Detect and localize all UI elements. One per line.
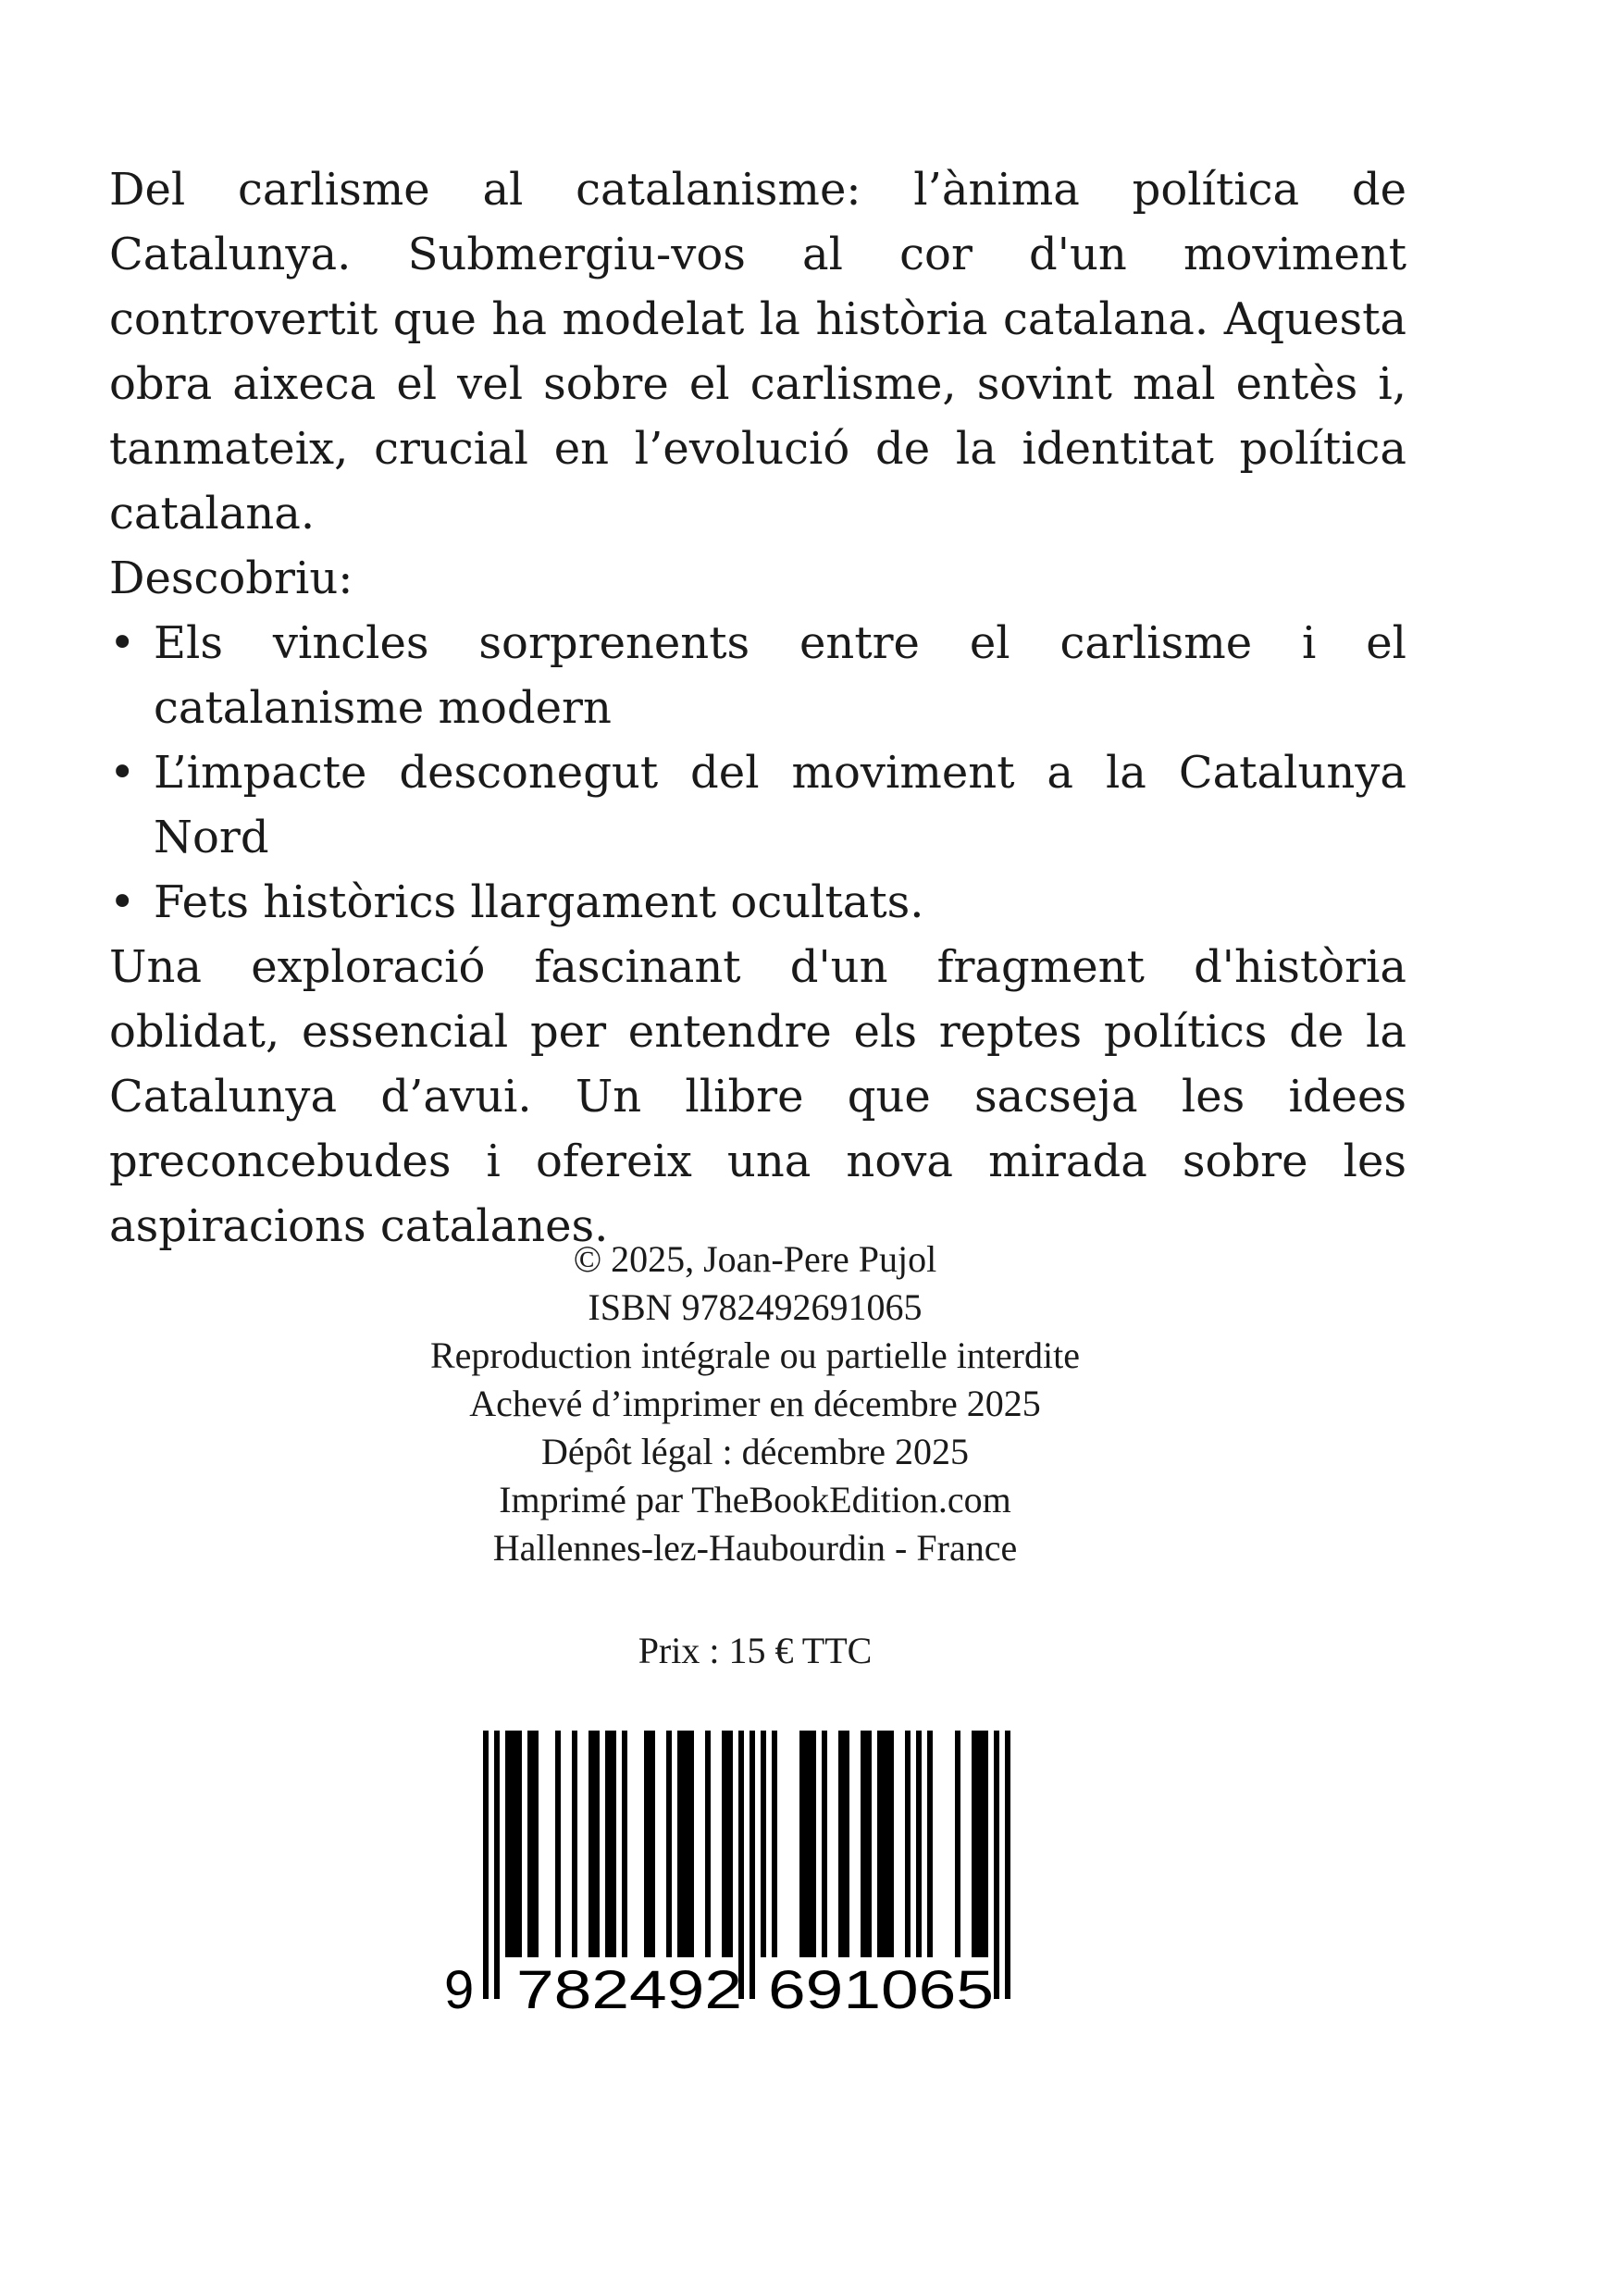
barcode-bar [483, 1731, 489, 1999]
barcode-bar [622, 1731, 627, 1957]
barcode-bar [705, 1731, 711, 1957]
barcode-bar [972, 1731, 988, 1957]
barcode-right-group: 691065 [768, 1960, 994, 2017]
barcode-first-digit: 9 [444, 1960, 475, 2017]
barcode-bar [772, 1731, 777, 1957]
place-line: Hallennes-lez-Haubourdin - France [492, 1527, 1018, 1569]
barcode-bar [505, 1731, 522, 1957]
isbn-line: ISBN 9782492691065 [588, 1286, 923, 1328]
isbn-barcode [435, 1721, 1064, 2017]
rights-line: Reproduction intégrale ou partielle interdite [430, 1334, 1080, 1376]
bullet-item-3 [109, 870, 1406, 935]
barcode-bar [588, 1731, 600, 1957]
blurb-intro: Del carlisme al catalanisme: l’ànima política de Catalunya. Submergiu-vos al cor d'un moviment controvertit que ha modelat la història catalana. Aquesta obra aixeca el vel sobre el carlisme, sovint mal entès i, tanmateix, crucial en l’evolució de la identitat política catalana. [109, 164, 1406, 540]
barcode-bar [799, 1731, 816, 1957]
barcode-digits [444, 1960, 994, 2017]
discover-label: Descobriu: [109, 552, 353, 604]
back-cover-blurb [109, 157, 1406, 1259]
barcode-bar [722, 1731, 733, 1957]
barcode-bar [527, 1731, 539, 1957]
printed-line: Achevé d’imprimer en décembre 2025 [469, 1383, 1041, 1424]
bullet-text: L’impacte desconegut del moviment a la Catalunya Nord [154, 747, 1406, 863]
barcode-bar [916, 1731, 922, 1957]
barcode-bar [605, 1731, 616, 1957]
price-line: Prix : 15 € TTC [638, 1630, 873, 1671]
copyright-line: © 2025, Joan-Pere Pujol [573, 1238, 937, 1280]
bullet-symbol: • [109, 876, 136, 928]
bullet-item-1 [109, 611, 1406, 740]
colophon [0, 1235, 1510, 1572]
barcode-bar [822, 1731, 827, 1957]
barcode-left-group: 782492 [516, 1960, 742, 2017]
barcode-bar [955, 1731, 960, 1957]
barcode-bar [994, 1731, 999, 1999]
printer-line: Imprimé par TheBookEdition.com [499, 1479, 1011, 1520]
bullet-symbol: • [109, 617, 136, 669]
barcode-bar [927, 1731, 933, 1957]
barcode-bar [555, 1731, 561, 1957]
barcode-bar [677, 1731, 694, 1957]
barcode-bar [905, 1731, 911, 1957]
barcode-bar [738, 1731, 744, 1999]
barcode-bar [761, 1731, 766, 1957]
barcode-graphic [435, 1721, 1064, 2017]
barcode-bar [877, 1731, 894, 1957]
barcode-bar [838, 1731, 849, 1957]
barcode-bar [572, 1731, 577, 1957]
legal-deposit-line: Dépôt légal : décembre 2025 [540, 1431, 970, 1472]
barcode-bar [1005, 1731, 1010, 1999]
barcode-bar [750, 1731, 755, 1999]
bullet-text: Fets històrics llargament ocultats. [154, 876, 924, 928]
barcode-bar [494, 1731, 500, 1999]
barcode-bar [644, 1731, 655, 1957]
bullet-text: Els vincles sorprenents entre el carlisme i el catalanisme modern [154, 617, 1406, 734]
bullet-item-2 [109, 740, 1406, 870]
bullet-symbol: • [109, 747, 136, 799]
blurb-closing: Una exploració fascinant d'un fragment d'història oblidat, essencial per entendre els reptes polítics de la Catalunya d’avui. Un llibre que sacseja les idees preconcebudes i ofereix una nova mirada sobre les aspiracions catalanes. [109, 941, 1406, 1252]
barcode-bar [861, 1731, 872, 1957]
barcode-bar [666, 1731, 672, 1957]
